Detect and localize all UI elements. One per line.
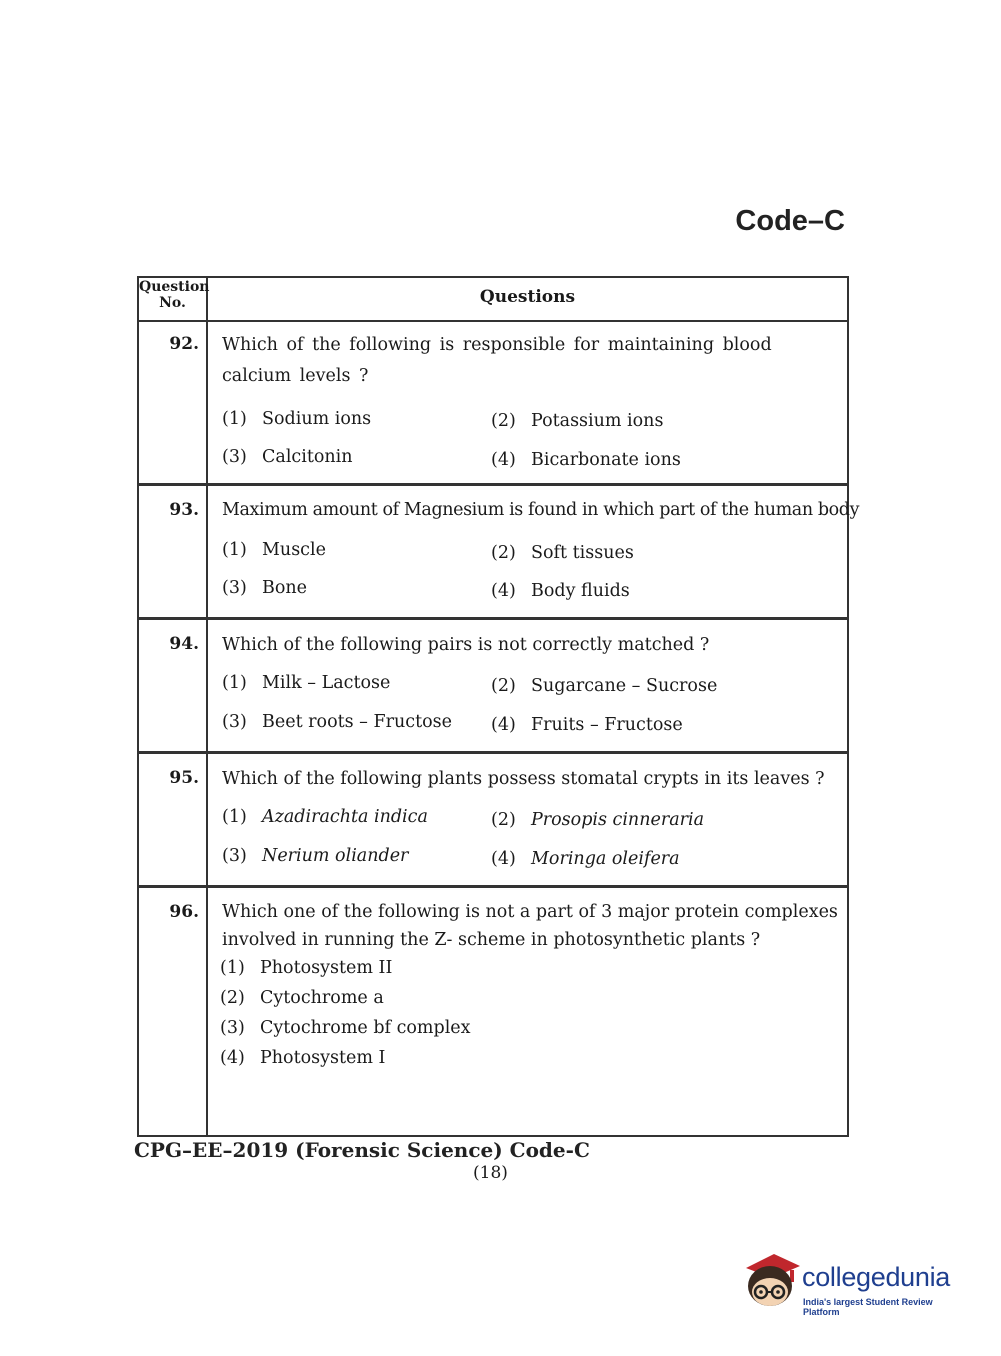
question-row-96 xyxy=(139,888,847,1135)
collegedunia-logo xyxy=(740,1250,970,1317)
option-4 xyxy=(491,715,683,735)
question-text: Maximum amount of Magnesium is found in which part of the human body xyxy=(222,500,860,520)
option-number: (3) xyxy=(222,578,247,598)
option-text: Milk – Lactose xyxy=(262,673,391,693)
option-text: Prosopis cinneraria xyxy=(531,810,705,830)
question-text: Which of the following plants possess stomatal crypts in its leaves ? xyxy=(222,769,825,789)
option-number: (1) xyxy=(222,540,247,560)
option-2 xyxy=(220,988,384,1008)
option-3 xyxy=(220,1018,471,1038)
question-number: 92. xyxy=(169,334,199,354)
option-text: Muscle xyxy=(262,540,326,560)
option-2 xyxy=(491,411,663,431)
option-1 xyxy=(222,807,428,827)
question-number-header xyxy=(139,279,210,311)
question-number: 95. xyxy=(169,768,199,788)
question-number: 94. xyxy=(169,634,199,654)
question-row-95 xyxy=(139,754,847,888)
option-text: Azadirachta indica xyxy=(262,807,428,827)
code-label: Code–C xyxy=(735,205,845,237)
option-2 xyxy=(491,543,634,563)
question-row-93 xyxy=(139,486,860,620)
option-4 xyxy=(491,849,680,869)
question-text: Which of the following is responsible for maintaining blood calcium levels ? xyxy=(222,335,772,386)
option-number: (3) xyxy=(222,447,247,467)
option-number: (3) xyxy=(222,712,247,732)
option-number: (2) xyxy=(491,810,516,830)
option-number: (4) xyxy=(491,450,516,470)
question-number: 93. xyxy=(169,500,199,520)
option-number: (4) xyxy=(491,581,516,601)
option-2 xyxy=(491,676,717,696)
option-text: Cytochrome a xyxy=(260,988,384,1008)
option-text: Bicarbonate ions xyxy=(531,450,681,470)
option-3 xyxy=(222,712,452,732)
option-3 xyxy=(222,846,408,866)
option-4 xyxy=(491,450,681,470)
option-3 xyxy=(222,578,307,598)
question-row-94 xyxy=(139,620,847,754)
option-text: Sugarcane – Sucrose xyxy=(531,676,718,696)
option-number: (4) xyxy=(220,1048,245,1068)
option-text: Fruits – Fructose xyxy=(531,715,683,735)
question-number-header-text: Question No. xyxy=(139,279,210,311)
question-number: 96. xyxy=(169,902,199,922)
exam-footer: CPG–EE–2019 (Forensic Science) Code-C xyxy=(134,1138,590,1162)
question-table xyxy=(137,276,860,1137)
option-4 xyxy=(491,581,630,601)
option-number: (2) xyxy=(491,543,516,563)
option-number: (4) xyxy=(491,849,516,869)
option-2 xyxy=(491,810,704,830)
option-text: Bone xyxy=(262,578,308,598)
option-number: (3) xyxy=(222,846,247,866)
option-number: (2) xyxy=(491,676,516,696)
option-text: Cytochrome bf complex xyxy=(260,1018,471,1038)
option-number: (1) xyxy=(222,409,247,429)
logo-wordmark: collegedunia xyxy=(802,1262,951,1292)
option-number: (1) xyxy=(222,807,247,827)
option-text: Nerium oliander xyxy=(262,846,409,866)
option-text: Photosystem II xyxy=(260,958,393,978)
option-number: (1) xyxy=(220,958,245,978)
option-text: Moringa oleifera xyxy=(531,849,680,869)
questions-header: Questions xyxy=(479,287,576,307)
option-text: Potassium ions xyxy=(531,411,664,431)
logo-tagline: India's largest Student Review Platform xyxy=(803,1297,933,1317)
option-number: (2) xyxy=(491,411,516,431)
page-number: (18) xyxy=(473,1163,508,1183)
option-1 xyxy=(222,673,390,693)
option-number: (4) xyxy=(491,715,516,735)
question-text: Which one of the following is not a part of 3 major protein complexes involved in running the Z- scheme in photosynthetic plants ? xyxy=(222,902,838,950)
option-text: Sodium ions xyxy=(262,409,372,429)
option-text: Photosystem I xyxy=(260,1048,386,1068)
option-text: Calcitonin xyxy=(262,447,353,467)
option-number: (1) xyxy=(222,673,247,693)
option-1 xyxy=(222,540,326,560)
option-text: Soft tissues xyxy=(531,543,634,563)
question-text: Which of the following pairs is not correctly matched ? xyxy=(222,635,710,655)
mascot-icon xyxy=(740,1250,802,1312)
option-1 xyxy=(220,958,392,978)
table-header xyxy=(139,278,847,322)
option-text: Body fluids xyxy=(531,581,630,601)
question-row-92 xyxy=(139,320,847,486)
option-4 xyxy=(220,1048,385,1068)
option-text: Beet roots – Fructose xyxy=(262,712,452,732)
option-number: (3) xyxy=(220,1018,245,1038)
option-number: (2) xyxy=(220,988,245,1008)
option-3 xyxy=(222,447,353,467)
option-1 xyxy=(222,409,371,429)
